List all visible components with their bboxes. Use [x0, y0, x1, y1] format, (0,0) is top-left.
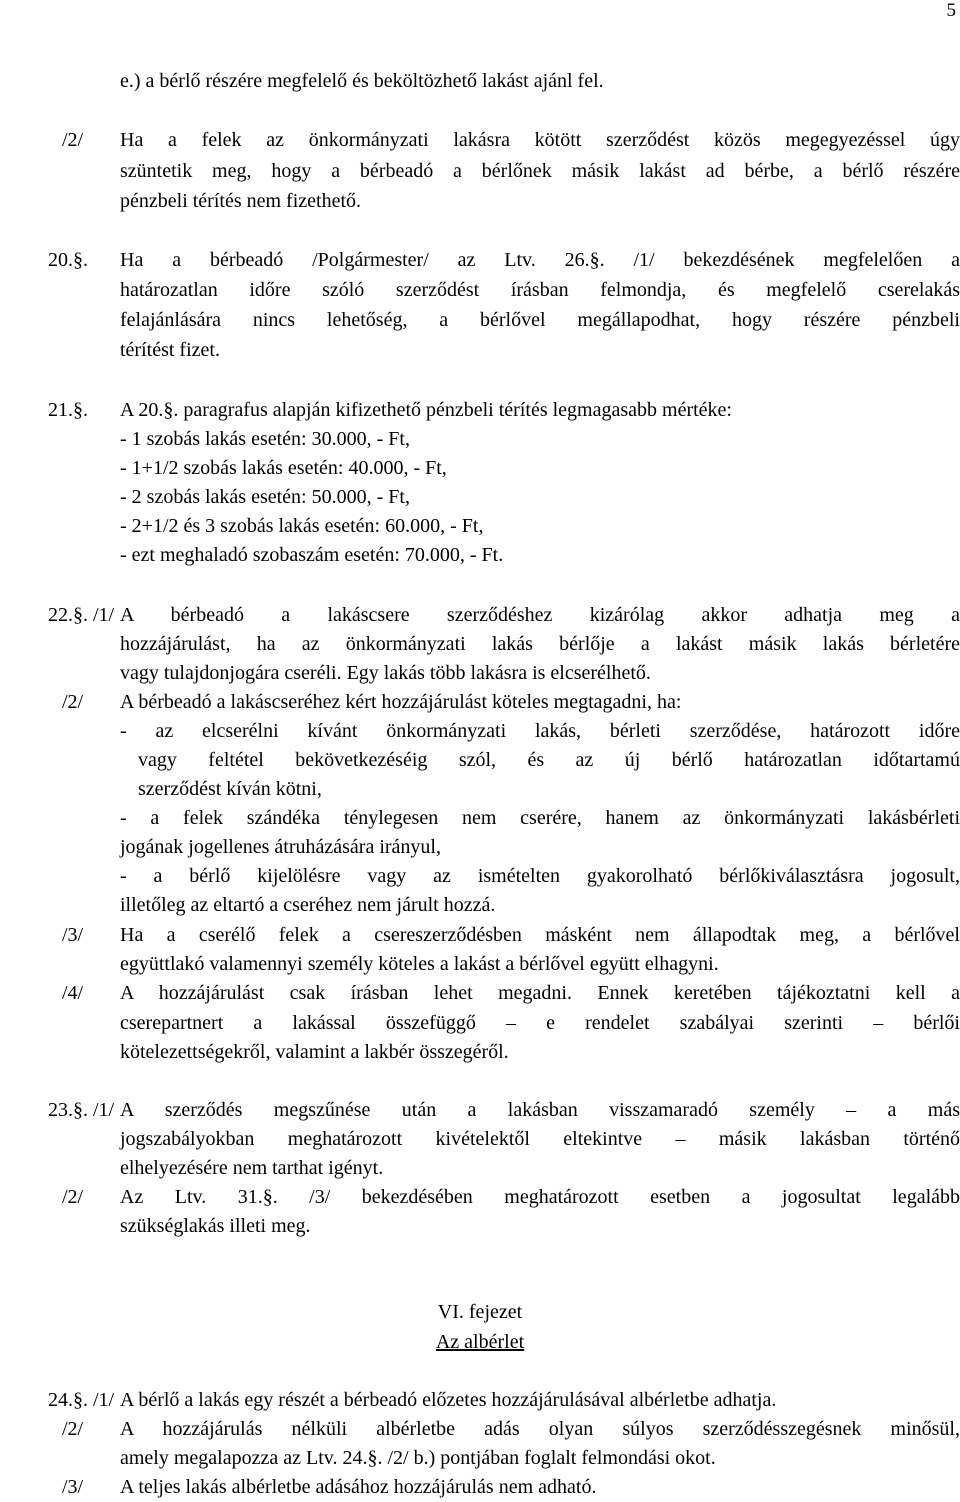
list-item: - 1 szobás lakás esetén: 30.000, - Ft,	[120, 428, 410, 450]
text-line: szüntetik meg, hogy a bérbeadó a bérlőnek másik lakást ad bérbe, a bérlő részére	[120, 160, 960, 182]
text-line: A hozzájárulást csak írásban lehet megadni. Ennek keretében tájékoztatni kell a	[120, 982, 960, 1004]
text-line: Ha a cserélő felek a csereszerződésben másként nem állapodtak meg, a bérlővel	[120, 924, 960, 946]
text-line: amely megalapozza az Ltv. 24.§. /2/ b.) pontjában foglalt felmondási okot.	[120, 1447, 716, 1469]
text-line: hozzájárulást, ha az önkormányzati lakás bérlője a lakást másik lakás bérletére	[120, 633, 960, 655]
text-line: Az Ltv. 31.§. /3/ bekezdésében meghatározott esetben a jogosultat legalább	[120, 1186, 960, 1208]
list-item: - a felek szándéka ténylegesen nem cserére, hanem az önkormányzati lakásbérleti	[120, 807, 960, 829]
text-line: A bérbeadó a lakáscsere szerződéshez kizárólag akkor adhatja meg a	[120, 604, 960, 626]
list-item: - 1+1/2 szobás lakás esetén: 40.000, - Ft,	[120, 457, 447, 479]
paragraph-number: /2/	[62, 691, 84, 713]
text-line: A bérlő a lakás egy részét a bérbeadó előzetes hozzájárulásával albérletbe adhatja.	[120, 1389, 777, 1411]
text-line: felajánlására nincs lehetőség, a bérlővel megállapodhat, hogy részére pénzbeli	[120, 309, 960, 331]
text-line: kötelezettségekről, valamint a lakbér összegéről.	[120, 1041, 509, 1063]
text-line: vagy tulajdonjogára cseréli. Egy lakás több lakásra is elcserélhető.	[120, 662, 651, 684]
text-line: szükséglakás illeti meg.	[120, 1215, 311, 1237]
text-line: együttlakó valamennyi személy köteles a lakást a bérlővel együtt elhagyni.	[120, 953, 719, 975]
paragraph-number: /4/	[62, 982, 84, 1004]
section-number: 24.§. /1/	[48, 1389, 115, 1411]
chapter-number: VI. fejezet	[437, 1301, 523, 1323]
text-line: A teljes lakás albérletbe adásához hozzájárulás nem adható.	[120, 1476, 597, 1498]
chapter-title: Az albérlet	[435, 1331, 525, 1353]
paragraph-number: /3/	[62, 924, 84, 946]
chapter-title-wrapper	[0, 1327, 960, 1357]
text-line: elhelyezésére nem tarthat igényt.	[120, 1157, 384, 1179]
text-line: Ha a felek az önkormányzati lakásra kötött szerződést közös megegyezéssel úgy	[120, 129, 960, 151]
text-line: vagy feltétel bekövetkezéséig szól, és az új bérlő határozatlan időtartamú	[138, 749, 960, 771]
section-number: 21.§.	[48, 399, 88, 421]
section-number: 22.§. /1/	[48, 604, 115, 626]
text-line: térítést fizet.	[120, 339, 220, 361]
paragraph-number: /3/	[62, 1476, 84, 1498]
text-line: A bérbeadó a lakáscseréhez kért hozzájárulást köteles megtagadni, ha:	[120, 691, 682, 713]
text-line: Ha a bérbeadó /Polgármester/ az Ltv. 26.§. /1/ bekezdésének megfelelően a	[120, 249, 960, 271]
list-item-e: e.) a bérlő részére megfelelő és beköltözhető lakást ajánl fel.	[120, 70, 604, 92]
section-number: 23.§. /1/	[48, 1099, 115, 1121]
list-item: - a bérlő kijelölésre vagy az ismételten gyakorolható bérlőkiválasztásra jogosult,	[120, 865, 960, 887]
text-line: A hozzájárulás nélküli albérletbe adás olyan súlyos szerződésszegésnek minősül,	[120, 1418, 960, 1440]
text-line: szerződést kíván kötni,	[138, 778, 322, 800]
text-line: jogának jogellenes átruházására irányul,	[120, 836, 441, 858]
text-line: jogszabályokban meghatározott kivételektől eltekintve – másik lakásban történő	[120, 1128, 960, 1150]
list-item: - 2 szobás lakás esetén: 50.000, - Ft,	[120, 486, 410, 508]
text-line: illetőleg az eltartó a cseréhez nem járult hozzá.	[120, 894, 496, 916]
text-line: cserepartnert a lakással összefüggő – e rendelet szabályai szerinti – bérlői	[120, 1012, 960, 1034]
text-line: A szerződés megszűnése után a lakásban visszamaradó személy – a más	[120, 1099, 960, 1121]
section-number: 20.§.	[48, 249, 88, 271]
paragraph-number: /2/	[62, 129, 84, 151]
text-line: A 20.§. paragrafus alapján kifizethető pénzbeli térítés legmagasabb mértéke:	[120, 399, 732, 421]
paragraph-number: /2/	[62, 1418, 84, 1440]
text-line: pénzbeli térítés nem fizethető.	[120, 190, 362, 212]
list-item: - 2+1/2 és 3 szobás lakás esetén: 60.000, - Ft,	[120, 515, 484, 537]
page-number: 5	[946, 0, 956, 21]
list-item: - ezt meghaladó szobaszám esetén: 70.000, - Ft.	[120, 544, 504, 566]
text-line: határozatlan időre szóló szerződést írásban felmondja, és megfelelő cserelakás	[120, 279, 960, 301]
paragraph-number: /2/	[62, 1186, 84, 1208]
list-item: - az elcserélni kívánt önkormányzati lakás, bérleti szerződése, határozott időre	[120, 720, 960, 742]
